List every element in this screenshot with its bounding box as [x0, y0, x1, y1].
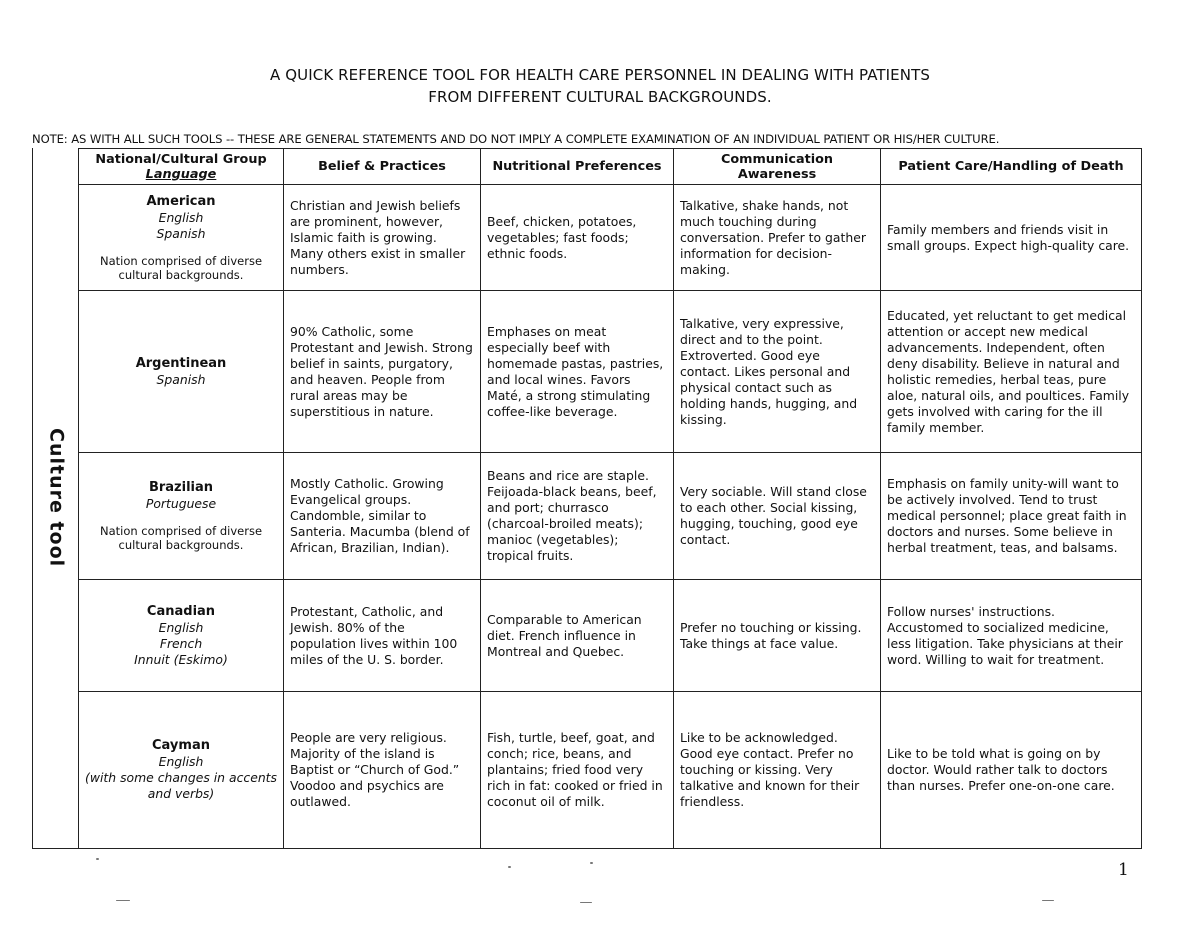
nutrition-cell: Beef, chicken, potatoes, vegetables; fast foods; ethnic foods. — [481, 185, 674, 291]
group-cell — [79, 453, 284, 580]
group-cell — [79, 692, 284, 849]
group-language: Innuit (Eskimo) — [134, 651, 228, 667]
disclaimer-note: NOTE: AS WITH ALL SUCH TOOLS -- THESE ARE GENERAL STATEMENTS AND DO NOT IMPLY A COMPLETE EXAMINATION OF AN INDIVIDUAL PATIENT OR HIS/HER CULTURE. — [32, 132, 1000, 146]
group-name: Argentinean — [135, 355, 227, 371]
header-nutrition: Nutritional Preferences — [481, 149, 674, 185]
group-note: Nation comprised of diverse cultural backgrounds. — [99, 524, 263, 552]
scan-speck — [580, 902, 592, 903]
group-language: (with some changes in accents and verbs) — [85, 770, 277, 801]
group-language: Spanish — [156, 371, 206, 387]
group-name: Canadian — [146, 603, 216, 619]
header-language-label: Language — [145, 166, 217, 182]
group-name: American — [146, 193, 216, 209]
group-language: Spanish — [156, 225, 206, 241]
table-row — [79, 692, 1142, 849]
group-cell — [79, 580, 284, 692]
group-language: English — [158, 619, 204, 635]
beliefs-cell: 90% Catholic, some Protestant and Jewish. Strong belief in saints, purgatory, and heaven. People from rural areas may be superstitious in nature. — [284, 291, 481, 453]
care-cell: Like to be told what is going on by doctor. Would rather talk to doctors than nurses. Prefer one-on-one care. — [881, 692, 1142, 849]
communication-cell: Talkative, very expressive, direct and to the point. Extroverted. Good eye contact. Likes personal and physical contact such as holding hands, hugging, and kissing. — [674, 291, 881, 453]
page-number: 1 — [1118, 860, 1129, 880]
nutrition-cell: Emphases on meat especially beef with homemade pastas, pastries, and local wines. Favors Maté, a strong stimulating coffee-like beverage. — [481, 291, 674, 453]
care-cell: Emphasis on family unity-will want to be actively involved. Tend to trust medical personnel; place great faith in doctors and nurses. Some believe in herbal treatment, teas, and balsams. — [881, 453, 1142, 580]
group-name: Brazilian — [148, 480, 214, 495]
scan-speck — [508, 866, 511, 868]
table-header-row — [79, 149, 1142, 185]
communication-cell: Like to be acknowledged. Good eye contact. Prefer no touching or kissing. Very talkative and known for their friendless. — [674, 692, 881, 849]
beliefs-cell: Christian and Jewish beliefs are prominent, however, Islamic faith is growing. Many others exist in smaller numbers. — [284, 185, 481, 291]
scan-speck — [590, 862, 593, 864]
header-group-label: National/Cultural Group — [95, 151, 267, 167]
document-title — [0, 64, 1200, 108]
care-cell: Educated, yet reluctant to get medical attention or accept new medical advancements. Independent, often deny disability. Believe in natural and holistic remedies, herbal teas, pure aloe, natural oils, and poultices. Family gets involved with caring for the ill family member. — [881, 291, 1142, 453]
side-label-box — [32, 148, 80, 849]
nutrition-cell: Fish, turtle, beef, goat, and conch; rice, beans, and plantains; fried food very rich in fat: cooked or fried in coconut oil of milk. — [481, 692, 674, 849]
header-care: Patient Care/Handling of Death — [881, 149, 1142, 185]
group-cell — [79, 185, 284, 291]
group-language: English — [158, 754, 204, 769]
group-note: Nation comprised of diverse cultural backgrounds. — [99, 253, 263, 282]
header-group — [79, 149, 284, 185]
culture-table — [78, 148, 1142, 849]
group-language: English — [158, 209, 204, 225]
header-communication: Communication Awareness — [674, 149, 881, 185]
communication-cell: Very sociable. Will stand close to each other. Social kissing, hugging, touching, good eye contact. — [674, 453, 881, 580]
scan-speck — [1042, 900, 1054, 901]
scan-speck — [116, 900, 130, 901]
side-label: Culture tool — [45, 428, 68, 568]
communication-cell: Talkative, shake hands, not much touching during conversation. Prefer to gather information for decision-making. — [674, 185, 881, 291]
beliefs-cell: Protestant, Catholic, and Jewish. 80% of the population lives within 100 miles of the U. S. border. — [284, 580, 481, 692]
group-language: French — [159, 635, 203, 651]
table-row — [79, 291, 1142, 453]
beliefs-cell: People are very religious. Majority of the island is Baptist or “Church of God.” Voodoo and psychics are outlawed. — [284, 692, 481, 849]
table-row — [79, 580, 1142, 692]
care-cell: Follow nurses' instructions. Accustomed to socialized medicine, less litigation. Take physicians at their word. Willing to wait for treatment. — [881, 580, 1142, 692]
table-row — [79, 185, 1142, 291]
care-cell: Family members and friends visit in small groups. Expect high-quality care. — [881, 185, 1142, 291]
table-row — [79, 453, 1142, 580]
group-language: Portuguese — [145, 496, 217, 511]
group-cell — [79, 291, 284, 453]
group-name: Cayman — [152, 738, 210, 753]
scan-speck — [96, 858, 99, 860]
nutrition-cell: Beans and rice are staple. Feijoada-black beans, beef, and port; churrasco (charcoal-broiled meats); manioc (vegetables); tropical fruits. — [481, 453, 674, 580]
beliefs-cell: Mostly Catholic. Growing Evangelical groups. Candomble, similar to Santeria. Macumba (blend of African, Brazilian, Indian). — [284, 453, 481, 580]
communication-cell: Prefer no touching or kissing. Take things at face value. — [674, 580, 881, 692]
title-line-1: A QUICK REFERENCE TOOL FOR HEALTH CARE PERSONNEL IN DEALING WITH PATIENTS — [270, 66, 930, 84]
header-beliefs: Belief & Practices — [284, 149, 481, 185]
nutrition-cell: Comparable to American diet. French influence in Montreal and Quebec. — [481, 580, 674, 692]
title-line-2: FROM DIFFERENT CULTURAL BACKGROUNDS. — [428, 88, 772, 106]
